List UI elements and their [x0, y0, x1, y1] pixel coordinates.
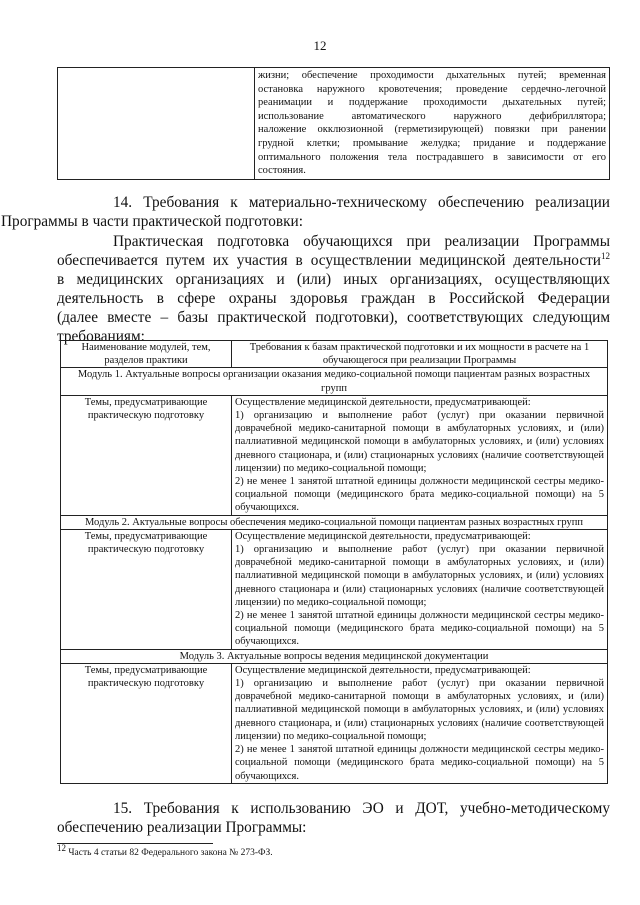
module-3-topics: Темы, предусматривающие практическую подготовку [61, 663, 232, 783]
section-14-line-2: Программы в части практической подготовки: [1, 213, 303, 230]
section-15-heading [57, 799, 610, 837]
module-row [61, 368, 608, 395]
cell-line: использование автоматического наружного дефибриллятора; [258, 110, 606, 122]
module-row [61, 649, 608, 663]
section-15-line-1: 15. Требования к использованию ЭО и ДОТ, учебно-методическому [113, 800, 610, 817]
module-1-topics: Темы, предусматривающие практическую подготовку [61, 395, 232, 515]
requirement-item-2: 2) не менее 1 занятой штатной единицы должности медицинской сестры медико-социальной помощи (медицинского брата медико-социальной помощи) на 5 обучающихся. [235, 476, 604, 514]
requirement-item-1: 1) организацию и выполнение работ (услуг) при оказании первичной доврачебной медико-санитарной помощи в амбулаторных условиях, и (или) паллиативной медицинской помощи в амбулаторных условиях, и (или) условиях дневного стационара, и (или) стационарных условиях (наличие соответствующей лицензии) по медико-социальной помощи; [235, 678, 604, 742]
table-cell-text [255, 68, 610, 180]
requirement-item-1: 1) организацию и выполнение работ (услуг) при оказании первичной доврачебной медико-санитарной помощи в амбулаторных условиях, и (или) паллиативной медицинской помощи в амбулаторных условиях, и (или) условиях дневного стационара и (или) стационарных условиях (наличие соответствующей лицензии) по медико-социальной помощи; [235, 544, 604, 608]
cell-line: остановка наружного кровотечения; проведение сердечно-легочной [258, 83, 606, 95]
module-2-title: Модуль 2. Актуальные вопросы обеспечения медико-социальной помощи пациентам разных возрастных групп [61, 515, 608, 529]
module-2-requirements [232, 529, 608, 649]
page-number: 12 [313, 38, 327, 53]
table-header-row [61, 341, 608, 368]
footnote-reference: 12 [601, 250, 610, 261]
footnote-text: Часть 4 статьи 82 Федерального закона № 273-ФЗ. [68, 848, 273, 859]
paragraph-line-1: Практическая подготовка обучающихся при реализации Программы [113, 233, 610, 250]
footnote-divider [57, 843, 213, 844]
cell-line: состояния. [258, 165, 306, 177]
footnote [57, 843, 273, 859]
module-1-title: Модуль 1. Актуальные вопросы организации оказания медико-социальной помощи пациентам разных возрастных групп [61, 368, 608, 395]
practical-training-paragraph [57, 232, 610, 346]
table-row [61, 529, 608, 649]
continuation-table [57, 67, 610, 180]
requirement-intro: Осуществление медицинской деятельности, предусматривающей: [235, 396, 531, 408]
module-3-requirements [232, 663, 608, 783]
module-3-title: Модуль 3. Актуальные вопросы ведения медицинской документации [61, 649, 608, 663]
table-row [61, 663, 608, 783]
module-2-topics: Темы, предусматривающие практическую подготовку [61, 529, 232, 649]
cell-line: грудной клетки; промывание желудка; придание и поддержание [258, 137, 606, 149]
requirement-item-2: 2) не менее 1 занятой штатной единицы должности медицинской сестры медико-социальной помощи (медицинского брата медико-социальной помощи) на 5 обучающихся. [235, 610, 604, 648]
paragraph-line-3: в медицинских организациях и (или) иных организациях, осуществляющих [57, 271, 610, 288]
requirements-table [60, 340, 608, 784]
paragraph-line-2-text: обеспечивается путем их участия в осуществлении медицинской деятельности [57, 252, 601, 269]
table-cell-empty [58, 68, 255, 180]
footnote-number: 12 [57, 843, 66, 853]
cell-line: жизни; обеспечение проходимости дыхательных путей; временная [258, 70, 606, 81]
table-row [58, 68, 610, 180]
cell-line: оптимального положения тела пострадавшего в зависимости от его [258, 151, 606, 163]
section-14-heading [1, 193, 610, 231]
header-requirements: Требования к базам практической подготовки и их мощности в расчете на 1 обучающегося при реализации Программы [232, 341, 608, 368]
paragraph-line-5: (далее вместе – базы практической подготовки), соответствующих следующим [57, 309, 610, 326]
section-15-line-2: обеспечению реализации Программы: [57, 819, 307, 836]
requirement-intro: Осуществление медицинской деятельности, предусматривающей: [235, 664, 531, 676]
module-1-requirements [232, 395, 608, 515]
cell-line: реанимации и поддержание проходимости дыхательных путей; [258, 97, 606, 109]
requirement-intro: Осуществление медицинской деятельности, предусматривающей: [235, 530, 531, 542]
paragraph-line-6: требованиям: [57, 328, 145, 345]
table-row [61, 395, 608, 515]
module-row [61, 515, 608, 529]
section-14-line-1: 14. Требования к материально-техническому обеспечению реализации [113, 194, 610, 211]
paragraph-line-2 [57, 251, 610, 270]
requirement-item-1: 1) организацию и выполнение работ (услуг) при оказании первичной доврачебной медико-санитарной помощи в амбулаторных условиях, и (или) паллиативной медицинской помощи в амбулаторных условиях, и (или) условиях дневного стационара, и (или) стационарных условиях (наличие соответствующей лицензии) по медико-социальной помощи; [235, 410, 604, 474]
paragraph-line-4: деятельность в сфере охраны здоровья граждан в Российской Федерации [57, 290, 610, 307]
requirement-item-2: 2) не менее 1 занятой штатной единицы должности медицинской сестры медико-социальной помощи (медицинского брата медико-социальной помощи) на 5 обучающихся. [235, 744, 604, 782]
cell-line: наложение окклюзионной (герметизирующей) повязки при ранении [258, 124, 606, 136]
header-modules: Наименование модулей, тем, разделов практики [61, 341, 232, 368]
